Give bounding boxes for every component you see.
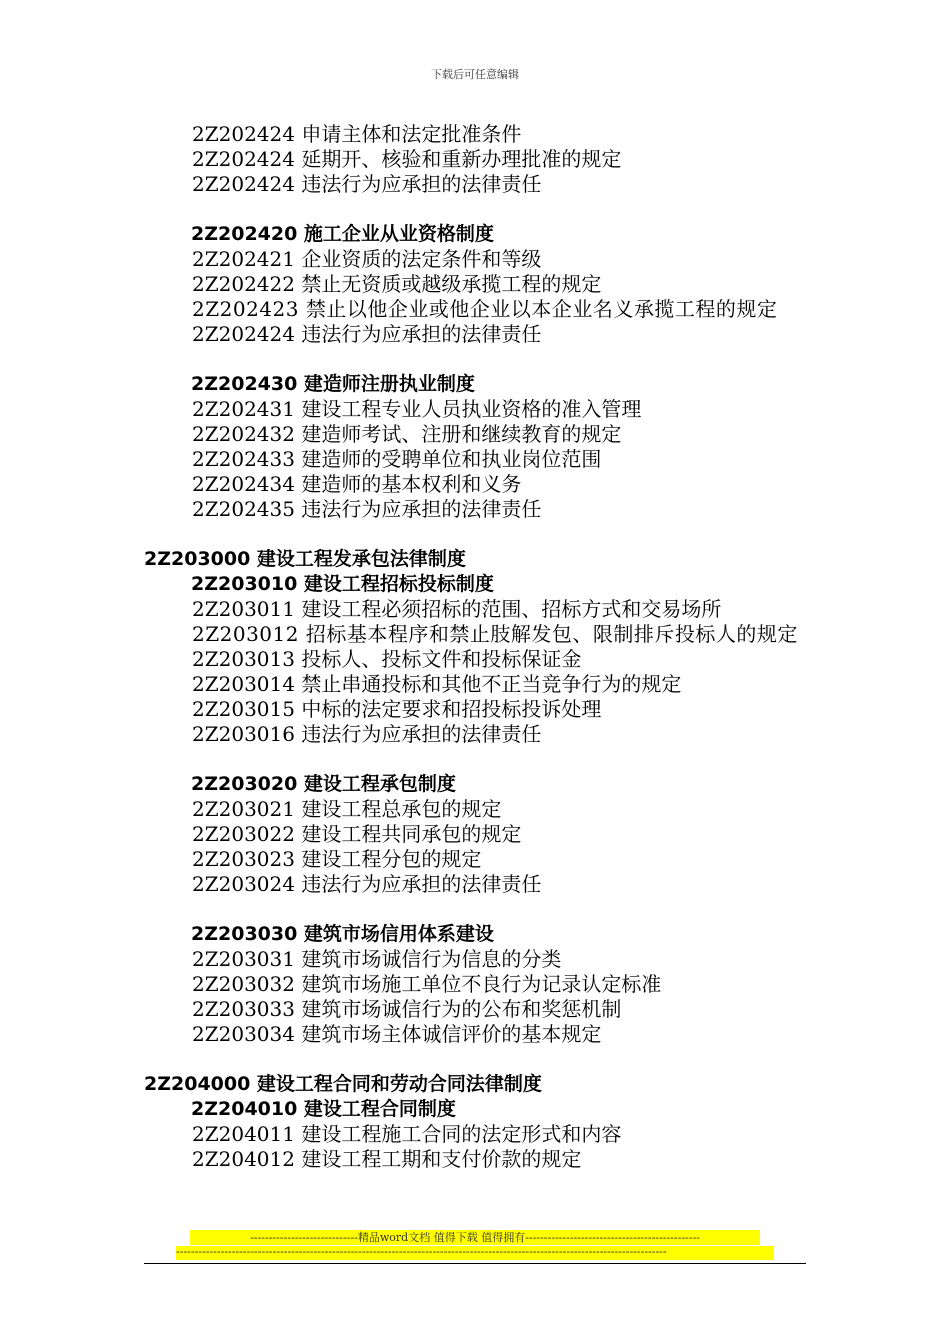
outline-item: 2Z202435 违法行为应承担的法律责任: [192, 497, 542, 521]
section-heading: 2Z204010 建设工程合同制度: [191, 1098, 456, 1120]
outline-item: 2Z203012 招标基本程序和禁止肢解发包、限制排斥投标人的规定: [192, 622, 798, 646]
blank-line: [144, 522, 808, 547]
blank-line: [144, 1047, 808, 1072]
outline-item: 2Z203032 建筑市场施工单位不良行为记录认定标准: [192, 972, 662, 996]
outline-item: 2Z203013 投标人、投标文件和投标保证金: [192, 647, 582, 671]
section-heading: 2Z202420 施工企业从业资格制度: [191, 223, 494, 245]
outline-item: 2Z203033 建筑市场诚信行为的公布和奖惩机制: [192, 997, 622, 1021]
outline-item: 2Z203014 禁止串通投标和其他不正当竞争行为的规定: [192, 672, 682, 696]
outline-item: 2Z202421 企业资质的法定条件和等级: [192, 247, 542, 271]
blank-line: [144, 197, 808, 222]
outline-item: 2Z202422 禁止无资质或越级承揽工程的规定: [192, 272, 602, 296]
outline-item: 2Z204012 建设工程工期和支付价款的规定: [192, 1147, 582, 1171]
outline-item: 2Z202424 违法行为应承担的法律责任: [192, 172, 542, 196]
outline-item: 2Z202434 建造师的基本权利和义务: [192, 472, 522, 496]
outline-item: 2Z202424 申请主体和法定批准条件: [192, 122, 522, 146]
section-heading: 2Z203030 建筑市场信用体系建设: [191, 923, 494, 945]
outline-item: 2Z203024 违法行为应承担的法律责任: [192, 872, 542, 896]
blank-line: [144, 347, 808, 372]
blank-line: [144, 747, 808, 772]
outline-item: 2Z202433 建造师的受聘单位和执业岗位范围: [192, 447, 602, 471]
outline-item: 2Z202423 禁止以他企业或他企业以本企业名义承揽工程的规定: [192, 297, 778, 321]
section-heading: 2Z203010 建设工程招标投标制度: [191, 573, 494, 595]
footer-banner-line2: ------------------------------------------------------------------------------------------------------------------------------------: [176, 1246, 774, 1260]
outline-item: 2Z202432 建造师考试、注册和继续教育的规定: [192, 422, 622, 446]
outline-item: 2Z203034 建筑市场主体诚信评价的基本规定: [192, 1022, 602, 1046]
footer-banner-line1: -----------------------------精品word文档 值得下载 值得拥有-----------------------------------------------: [190, 1230, 760, 1245]
outline-item: 2Z202424 延期开、核验和重新办理批准的规定: [192, 147, 622, 171]
document-body: [144, 122, 808, 1172]
chapter-heading: 2Z204000 建设工程合同和劳动合同法律制度: [144, 1073, 542, 1095]
page-header: 下载后可任意编辑: [431, 68, 519, 81]
footer-rule: [144, 1263, 806, 1264]
outline-item: 2Z202431 建设工程专业人员执业资格的准入管理: [192, 397, 642, 421]
blank-line: [144, 897, 808, 922]
section-heading: 2Z203020 建设工程承包制度: [191, 773, 456, 795]
chapter-heading: 2Z203000 建设工程发承包法律制度: [144, 548, 466, 570]
outline-item: 2Z203022 建设工程共同承包的规定: [192, 822, 522, 846]
outline-item: 2Z203015 中标的法定要求和招投标投诉处理: [192, 697, 602, 721]
outline-item: 2Z203023 建设工程分包的规定: [192, 847, 482, 871]
section-heading: 2Z202430 建造师注册执业制度: [191, 373, 475, 395]
outline-item: 2Z202424 违法行为应承担的法律责任: [192, 322, 542, 346]
outline-item: 2Z203031 建筑市场诚信行为信息的分类: [192, 947, 562, 971]
outline-item: 2Z203011 建设工程必须招标的范围、招标方式和交易场所: [192, 597, 722, 621]
outline-item: 2Z204011 建设工程施工合同的法定形式和内容: [192, 1122, 622, 1146]
outline-item: 2Z203016 违法行为应承担的法律责任: [192, 722, 542, 746]
outline-item: 2Z203021 建设工程总承包的规定: [192, 797, 502, 821]
